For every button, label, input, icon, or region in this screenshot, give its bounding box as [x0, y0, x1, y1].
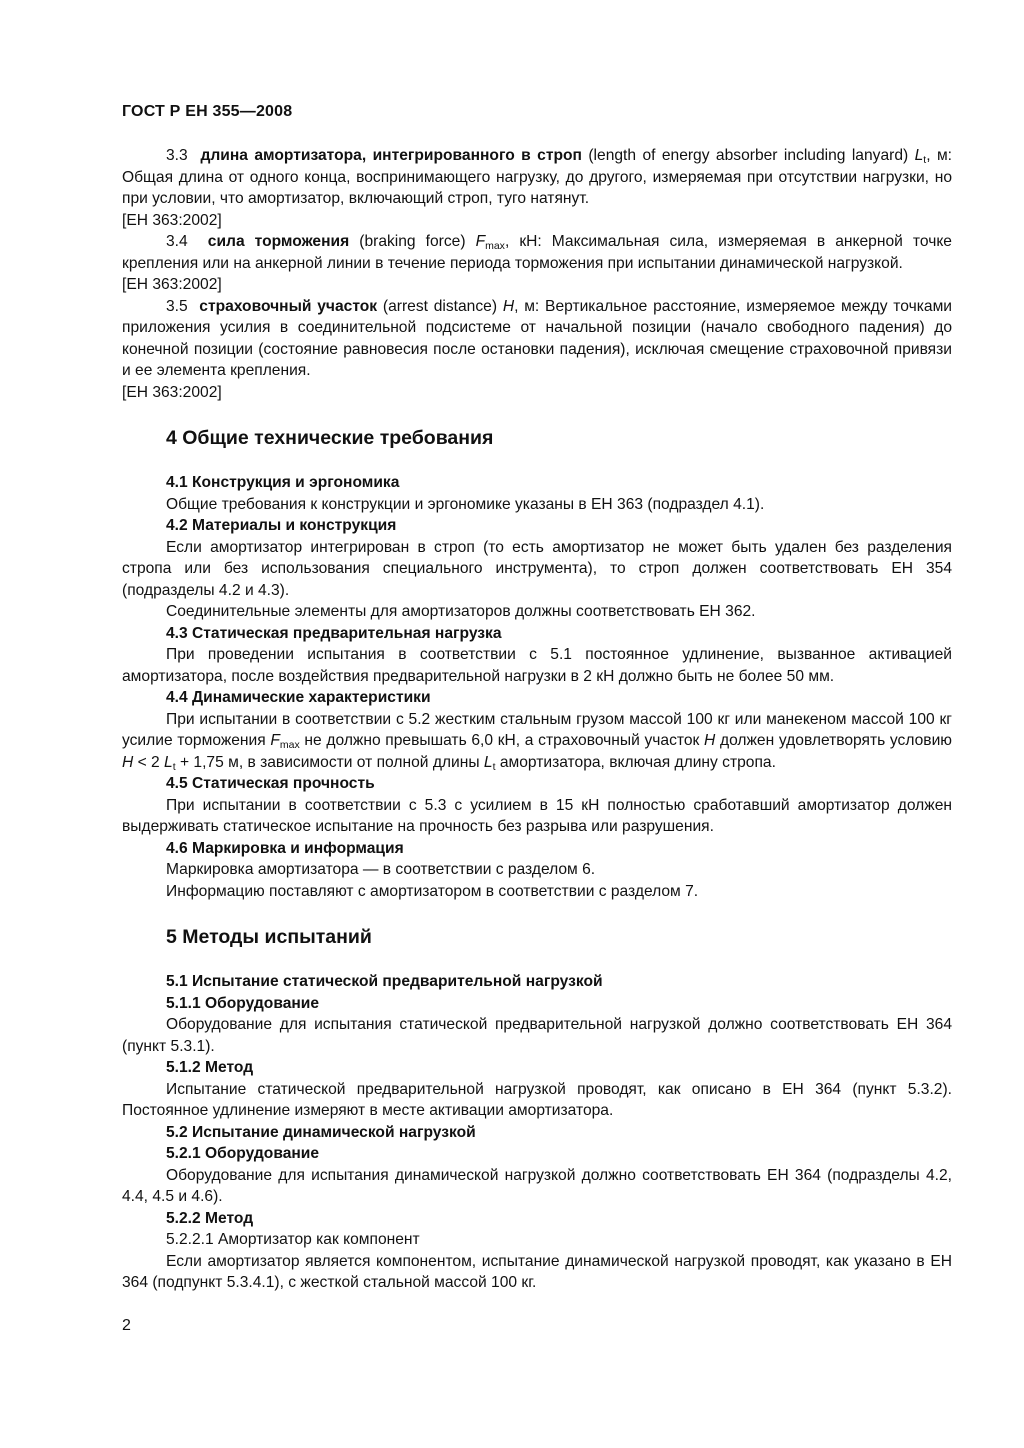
symbol: H: [502, 297, 515, 315]
paragraph: Если амортизатор интегрирован в строп (то есть амортизатор не может быть удален без разделения стропа или без использования специального инструмента), то строп должен соответствовать ЕН 354 (подразделы 4.2 и 4.3).: [122, 538, 952, 599]
subsection-5-2-2-title: 5.2.2 Метод: [166, 1209, 254, 1227]
paragraph: Соединительные элементы для амортизаторов должны соответствовать ЕН 362.: [166, 603, 756, 620]
symbol: H: [122, 753, 134, 771]
symbol-subscript: t: [923, 154, 927, 166]
subsection-5-1-2-title: 5.1.2 Метод: [166, 1059, 254, 1076]
subsection-4-2-title: 4.2 Материалы и конструкция: [166, 517, 397, 534]
paragraph-4-4: [122, 709, 952, 774]
definition-text: , м: Общая длина от одного конца, воспринимающего нагрузку, до другого, измеряемая при отсутствии нагрузки, но при условии, что амортизатор, включающий строп, туго натянут.: [122, 147, 952, 207]
definition-text: , м: Вертикальное расстояние, измеряемое между точками приложения усилия в соединительной подсистеме от начальной позиции (начало свободного падения) до конечной позиции (состояние равновесия после остановки падения), исключая смещение страховочной привязи и ее элемента крепления.: [122, 297, 952, 379]
text-run: При испытании в соответствии с 5.2 жестким стальным грузом массой 100 кг или манекеном массой 100 кг усилие торможения: [122, 710, 952, 749]
subsection-5-2-title: 5.2 Испытание динамической нагрузкой: [166, 1123, 476, 1141]
document-header: ГОСТ Р ЕН 355—2008: [122, 103, 293, 120]
paragraph: Информацию поставляют с амортизатором в соответствии с разделом 7.: [166, 882, 699, 900]
paragraph: Если амортизатор является компонентом, испытание динамической нагрузкой проводят, как указано в ЕН 364 (подпункт 5.3.4.1), с жесткой стальной массой 100 кг.: [122, 1252, 952, 1291]
subsection-5-1-title: 5.1 Испытание статической предварительной нагрузкой: [166, 973, 603, 990]
reference: [ЕН 363:2002]: [122, 383, 222, 401]
paragraph: Испытание статической предварительной нагрузкой проводят, как описано в ЕН 364 (пункт 5.3.2). Постоянное удлинение измеряют в месте активации амортизатора.: [122, 1080, 952, 1119]
subsection-5-1-1-title: 5.1.1 Оборудование: [166, 994, 320, 1012]
symbol-subscript: max: [279, 739, 300, 751]
symbol-subscript: t: [492, 760, 496, 773]
subsection-4-5-title: 4.5 Статическая прочность: [166, 775, 375, 792]
symbol: L: [483, 753, 493, 771]
symbol-subscript: t: [172, 760, 176, 773]
clause-number: 3.4: [166, 233, 188, 250]
subsection-5-2-1-title: 5.2.1 Оборудование: [166, 1145, 320, 1162]
definition-3-4: [122, 231, 952, 274]
text-run: не должно превышать 6,0 кН, а страховочный участок: [299, 732, 705, 749]
page-number: 2: [122, 1317, 131, 1334]
reference: [ЕН 363:2002]: [122, 211, 222, 229]
paragraph: Маркировка амортизатора — в соответствии с разделом 6.: [166, 861, 596, 878]
subsection-5-2-2-1-title: 5.2.2.1 Амортизатор как компонент: [166, 1231, 420, 1248]
section-4-heading: 4 Общие технические требования: [166, 427, 494, 449]
subsection-4-4-title: 4.4 Динамические характеристики: [166, 689, 431, 706]
term: страховочный участок: [199, 297, 378, 315]
text-run: + 1,75 м, в зависимости от полной длины: [175, 753, 484, 771]
subsection-4-1-title: 4.1 Конструкция и эргономика: [166, 474, 400, 491]
paragraph: Общие требования к конструкции и эргономике указаны в ЕН 363 (подраздел 4.1).: [166, 495, 765, 513]
symbol: L: [914, 147, 924, 164]
clause-number: 3.5: [166, 297, 188, 315]
definition-3-3: [122, 145, 952, 210]
definition-3-5: [122, 296, 952, 382]
text-run: < 2: [133, 753, 165, 771]
symbol-subscript: max: [485, 240, 505, 252]
paragraph: При испытании в соответствии с 5.3 с усилием в 15 кН полностью сработавший амортизатор должен выдерживать статическое испытание на прочность без разрыва или разрушения.: [122, 796, 952, 835]
english-term: (arrest distance): [382, 297, 498, 315]
paragraph: При проведении испытания в соответствии с 5.1 постоянное удлинение, вызванное активацией амортизатора, после воздействия предварительной нагрузки в 2 кН должно быть не более 50 мм.: [122, 646, 952, 685]
section-5-heading: 5 Методы испытаний: [166, 926, 372, 948]
document-body: [122, 145, 952, 1294]
english-term: (braking force): [359, 233, 466, 250]
text-run: должен удовлетворять условию: [715, 732, 952, 749]
subsection-4-6-title: 4.6 Маркировка и информация: [166, 839, 404, 857]
paragraph: Оборудование для испытания статической предварительной нагрузкой должно соответствовать ЕН 364 (пункт 5.3.1).: [122, 1016, 952, 1055]
symbol: L: [164, 753, 173, 771]
term: длина амортизатора, интегрированного в строп: [200, 147, 582, 164]
paragraph: Оборудование для испытания динамической нагрузкой должно соответствовать ЕН 364 (подразделы 4.2, 4.4, 4.5 и 4.6).: [122, 1166, 952, 1205]
term: сила торможения: [207, 233, 350, 250]
clause-number: 3.3: [166, 147, 188, 164]
text-run: амортизатора, включая длину стропа.: [495, 753, 776, 771]
subsection-4-3-title: 4.3 Статическая предварительная нагрузка: [166, 624, 502, 642]
english-term: (length of energy absorber including lanyard): [588, 147, 909, 164]
symbol: F: [475, 233, 486, 250]
reference: [ЕН 363:2002]: [122, 276, 222, 293]
definition-text: , кН: Максимальная сила, измеряемая в анкерной точке крепления или на анкерной линии в течение периода торможения при испытании динамической нагрузкой.: [122, 233, 952, 272]
symbol: F: [270, 732, 280, 749]
symbol: H: [704, 732, 716, 749]
